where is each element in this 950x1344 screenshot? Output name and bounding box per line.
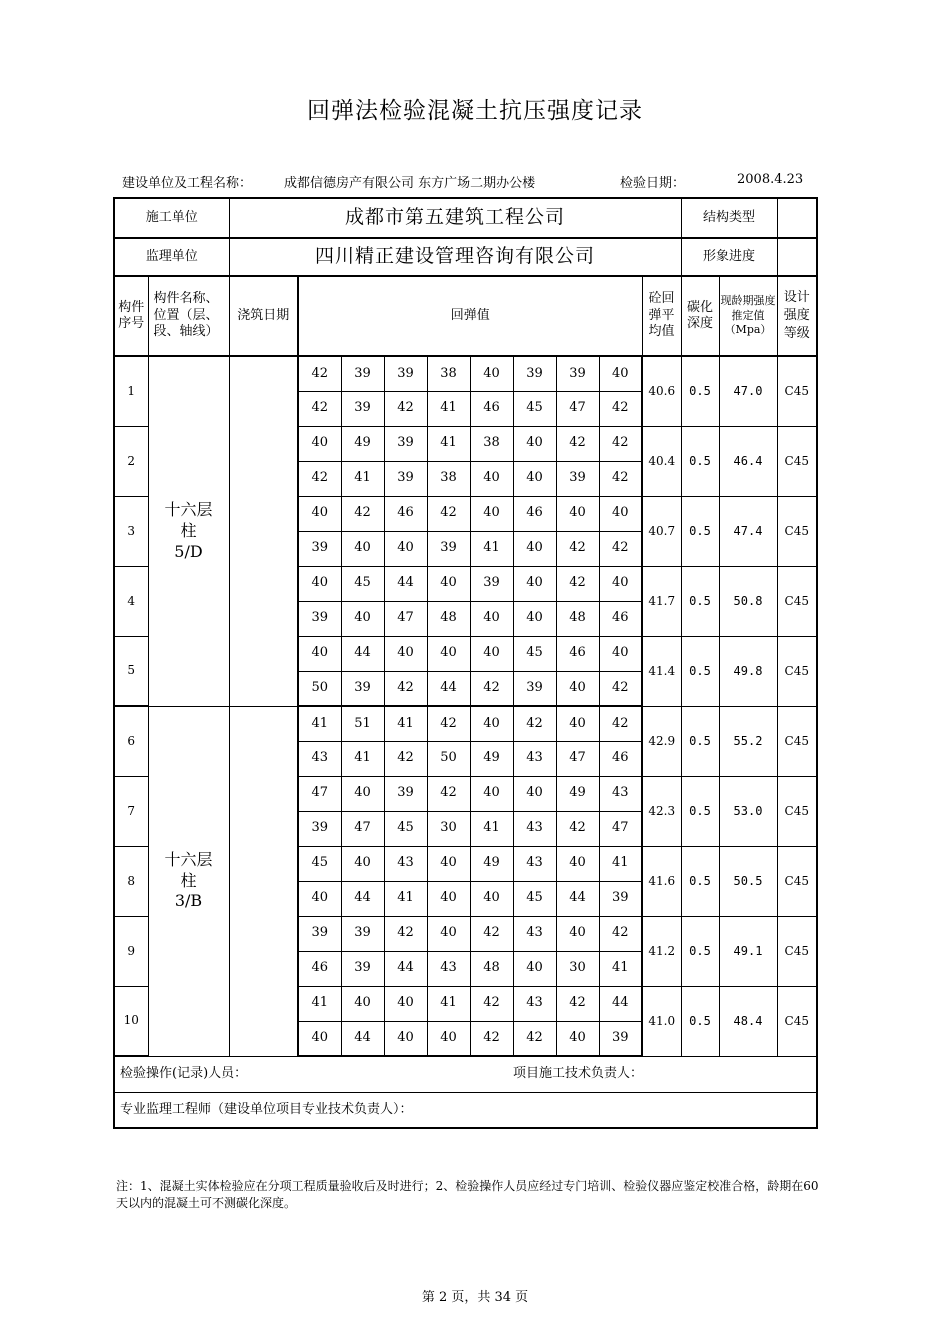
rebound-value: 42 [599,671,642,706]
rebound-value: 50 [427,741,470,776]
carbonation-cell: 0.5 [681,846,719,916]
rebound-value: 43 [427,951,470,986]
rebound-value: 39 [298,601,341,636]
rebound-value: 43 [384,846,427,881]
rebound-value: 40 [427,636,470,671]
rebound-value: 40 [513,776,556,811]
rebound-value: 40 [298,496,341,531]
rebound-value: 39 [341,951,384,986]
rebound-value: 44 [384,566,427,601]
rebound-value: 39 [513,356,556,391]
rebound-value: 43 [599,776,642,811]
rebound-value: 40 [556,846,599,881]
rebound-value: 40 [513,601,556,636]
rebound-value: 40 [556,706,599,741]
rebound-value: 43 [513,741,556,776]
rebound-value: 39 [298,531,341,566]
rebound-value: 40 [470,636,513,671]
rebound-value: 42 [298,356,341,391]
rebound-value: 40 [599,636,642,671]
rebound-value: 40 [384,531,427,566]
rebound-value: 39 [384,356,427,391]
strength-cell: 49.1 [719,916,777,986]
rebound-value: 44 [341,881,384,916]
rebound-value: 50 [298,671,341,706]
grade-cell: C45 [777,496,817,566]
rebound-value: 49 [470,846,513,881]
rebound-value: 41 [427,426,470,461]
rebound-value: 42 [599,916,642,951]
rebound-value: 39 [384,461,427,496]
progress-label: 形象进度 [681,238,777,276]
grade-cell: C45 [777,986,817,1056]
carbonation-cell: 0.5 [681,916,719,986]
member-cell [148,356,229,706]
rebound-value: 39 [298,916,341,951]
rebound-value: 39 [298,811,341,846]
strength-cell: 48.4 [719,986,777,1056]
rebound-value: 47 [556,391,599,426]
rebound-value: 46 [298,951,341,986]
rebound-value: 42 [384,916,427,951]
rebound-value: 47 [341,811,384,846]
rebound-value: 40 [470,461,513,496]
carbonation-cell: 0.5 [681,706,719,776]
strength-cell: 47.0 [719,356,777,426]
rebound-value: 42 [599,706,642,741]
rebound-value: 39 [341,391,384,426]
rebound-value: 40 [427,916,470,951]
rebound-value: 40 [341,601,384,636]
avg-cell: 42.3 [642,776,681,846]
pour-date-cell [229,706,298,1056]
rebound-value: 49 [470,741,513,776]
rebound-value: 40 [470,776,513,811]
member-line: 3/B [174,891,203,911]
member-line: 十六层 [164,849,213,869]
rebound-value: 46 [384,496,427,531]
rebound-value: 49 [556,776,599,811]
seq-cell: 3 [114,496,148,566]
grade-cell: C45 [777,636,817,706]
carbonation-cell: 0.5 [681,986,719,1056]
rebound-value: 38 [427,356,470,391]
structure-type-label: 结构类型 [681,198,777,238]
rebound-value: 42 [427,776,470,811]
col-pour-date-header: 浇筑日期 [229,276,298,356]
rebound-value: 42 [384,391,427,426]
supervisor-signature: 专业监理工程师（建设单位项目专业技术负责人）： [114,1092,817,1128]
date-label: 检验日期： [620,176,686,191]
member-cell [148,706,229,1056]
rebound-value: 41 [384,706,427,741]
member-line: 柱 [180,520,197,540]
carbonation-cell: 0.5 [681,566,719,636]
rebound-value: 40 [341,986,384,1021]
construction-value: 成都市第五建筑工程公司 [229,198,681,238]
strength-cell: 55.2 [719,706,777,776]
rebound-value: 40 [427,881,470,916]
rebound-value: 40 [470,356,513,391]
progress-value [777,238,817,276]
rebound-value: 40 [470,706,513,741]
rebound-value: 39 [599,1021,642,1056]
rebound-value: 41 [470,811,513,846]
rebound-value: 42 [556,811,599,846]
pour-date-cell [229,356,298,706]
date-value: 2008.4.23 [737,172,804,187]
rebound-value: 42 [470,916,513,951]
footnote: 注：1、混凝土实体检验应在分项工程质量验收后及时进行；2、检验操作人员应经过专门培训、检验仪器应鉴定校准合格，龄期在60天以内的混凝土可不测碳化深度。 [116,1179,819,1210]
page-title: 回弹法检验混凝土抗压强度记录 [307,98,643,124]
avg-cell: 40.6 [642,356,681,426]
carbonation-cell: 0.5 [681,496,719,566]
rebound-value: 45 [513,391,556,426]
rebound-value: 39 [427,531,470,566]
rebound-value: 39 [341,916,384,951]
avg-cell: 41.6 [642,846,681,916]
rebound-value: 40 [298,636,341,671]
rebound-value: 40 [298,566,341,601]
avg-cell: 40.7 [642,496,681,566]
avg-cell: 41.7 [642,566,681,636]
rebound-value: 40 [470,881,513,916]
rebound-value: 39 [384,426,427,461]
avg-cell: 40.4 [642,426,681,496]
rebound-value: 39 [599,881,642,916]
rebound-value: 44 [384,951,427,986]
rebound-value: 46 [599,601,642,636]
rebound-value: 42 [427,706,470,741]
grade-cell: C45 [777,356,817,426]
rebound-value: 40 [427,566,470,601]
rebound-value: 47 [556,741,599,776]
rebound-value: 43 [513,811,556,846]
rebound-value: 39 [341,671,384,706]
rebound-value: 39 [556,356,599,391]
rebound-value: 44 [599,986,642,1021]
grade-cell: C45 [777,846,817,916]
strength-cell: 49.8 [719,636,777,706]
rebound-value: 42 [513,1021,556,1056]
rebound-value: 42 [384,741,427,776]
rebound-value: 40 [513,531,556,566]
rebound-value: 41 [470,531,513,566]
rebound-value: 47 [599,811,642,846]
strength-cell: 50.8 [719,566,777,636]
rebound-value: 40 [341,846,384,881]
rebound-value: 40 [513,426,556,461]
avg-cell: 41.4 [642,636,681,706]
rebound-value: 40 [298,426,341,461]
operator-signature: 检验操作(记录)人员： [114,1056,513,1092]
rebound-value: 47 [298,776,341,811]
rebound-value: 40 [427,1021,470,1056]
rebound-value: 38 [427,461,470,496]
rebound-value: 41 [298,986,341,1021]
carbonation-cell: 0.5 [681,356,719,426]
rebound-value: 40 [384,986,427,1021]
carbonation-cell: 0.5 [681,636,719,706]
grade-cell: C45 [777,776,817,846]
grade-cell: C45 [777,706,817,776]
rebound-value: 41 [341,741,384,776]
construction-label: 施工单位 [114,198,229,238]
rebound-value: 45 [384,811,427,846]
seq-cell: 4 [114,566,148,636]
col-carbonation-header: 碳化深度 [681,276,719,356]
rebound-value: 39 [384,776,427,811]
seq-cell: 1 [114,356,148,426]
rebound-value: 48 [556,601,599,636]
rebound-value: 40 [599,566,642,601]
rebound-value: 42 [599,461,642,496]
rebound-value: 40 [513,566,556,601]
structure-type-value [777,198,817,238]
rebound-value: 40 [556,1021,599,1056]
rebound-value: 44 [427,671,470,706]
rebound-value: 41 [427,986,470,1021]
rebound-value: 44 [556,881,599,916]
record-table [113,197,818,1129]
rebound-value: 43 [513,916,556,951]
rebound-value: 46 [470,391,513,426]
rebound-value: 40 [384,1021,427,1056]
supervision-value: 四川精正建设管理咨询有限公司 [229,238,681,276]
rebound-value: 42 [470,671,513,706]
rebound-value: 40 [556,916,599,951]
seq-cell: 9 [114,916,148,986]
rebound-value: 41 [427,391,470,426]
rebound-value: 43 [513,986,556,1021]
rebound-value: 48 [470,951,513,986]
project-name: 成都信德房产有限公司 东方广场二期办公楼 [284,176,536,191]
rebound-value: 41 [599,951,642,986]
rebound-value: 42 [556,426,599,461]
rebound-value: 40 [470,601,513,636]
tech-lead-signature: 项目施工技术负责人： [513,1056,817,1092]
rebound-value: 42 [470,986,513,1021]
rebound-value: 40 [599,356,642,391]
rebound-value: 42 [599,426,642,461]
rebound-value: 42 [556,531,599,566]
rebound-value: 41 [298,706,341,741]
avg-cell: 42.9 [642,706,681,776]
rebound-value: 40 [384,636,427,671]
rebound-value: 39 [470,566,513,601]
rebound-value: 41 [384,881,427,916]
rebound-value: 46 [513,496,556,531]
seq-cell: 10 [114,986,148,1056]
rebound-value: 40 [341,776,384,811]
member-line: 十六层 [164,500,213,520]
rebound-value: 45 [298,846,341,881]
rebound-value: 40 [298,881,341,916]
col-seq-header: 构件序号 [114,276,148,356]
rebound-value: 40 [513,951,556,986]
rebound-value: 42 [298,391,341,426]
rebound-value: 39 [341,356,384,391]
col-rebound-header: 回弹值 [298,276,642,356]
col-member-header: 构件名称、位置（层、段、轴线） [148,276,229,356]
rebound-value: 40 [513,461,556,496]
rebound-value: 44 [341,1021,384,1056]
rebound-value: 45 [513,636,556,671]
rebound-value: 46 [599,741,642,776]
member-line: 5/D [174,541,203,561]
rebound-value: 42 [341,496,384,531]
col-grade-header: 设计强度等级 [777,276,817,356]
rebound-value: 42 [298,461,341,496]
rebound-value: 41 [599,846,642,881]
seq-cell: 5 [114,636,148,706]
strength-cell: 50.5 [719,846,777,916]
rebound-value: 40 [599,496,642,531]
rebound-value: 49 [341,426,384,461]
rebound-value: 42 [513,706,556,741]
seq-cell: 7 [114,776,148,846]
rebound-value: 42 [556,566,599,601]
carbonation-cell: 0.5 [681,776,719,846]
grade-cell: C45 [777,566,817,636]
seq-cell: 2 [114,426,148,496]
rebound-value: 51 [341,706,384,741]
strength-cell: 53.0 [719,776,777,846]
rebound-value: 42 [427,496,470,531]
rebound-value: 44 [341,636,384,671]
seq-cell: 6 [114,706,148,776]
rebound-value: 46 [556,636,599,671]
rebound-value: 41 [341,461,384,496]
col-strength-header: 现龄期强度推定值（Mpa） [719,276,777,356]
col-avg-header: 砼回弹平均值 [642,276,681,356]
rebound-value: 30 [556,951,599,986]
strength-cell: 46.4 [719,426,777,496]
member-line: 柱 [180,870,197,890]
carbonation-cell: 0.5 [681,426,719,496]
avg-cell: 41.0 [642,986,681,1056]
rebound-value: 40 [341,531,384,566]
rebound-value: 30 [427,811,470,846]
rebound-value: 39 [513,671,556,706]
rebound-value: 42 [384,671,427,706]
grade-cell: C45 [777,426,817,496]
supervision-label: 监理单位 [114,238,229,276]
rebound-value: 42 [556,986,599,1021]
rebound-value: 42 [470,1021,513,1056]
avg-cell: 41.2 [642,916,681,986]
rebound-value: 39 [556,461,599,496]
rebound-value: 40 [470,496,513,531]
project-label: 建设单位及工程名称： [122,176,253,191]
grade-cell: C45 [777,916,817,986]
page-footer: 第 2 页，共 34 页 [421,1290,529,1305]
rebound-value: 42 [599,531,642,566]
strength-cell: 47.4 [719,496,777,566]
rebound-value: 43 [298,741,341,776]
rebound-value: 40 [556,496,599,531]
rebound-value: 45 [513,881,556,916]
rebound-value: 40 [298,1021,341,1056]
rebound-value: 38 [470,426,513,461]
rebound-value: 45 [341,566,384,601]
rebound-value: 40 [427,846,470,881]
rebound-value: 48 [427,601,470,636]
rebound-value: 42 [599,391,642,426]
seq-cell: 8 [114,846,148,916]
rebound-value: 47 [384,601,427,636]
rebound-value: 43 [513,846,556,881]
rebound-value: 40 [556,671,599,706]
